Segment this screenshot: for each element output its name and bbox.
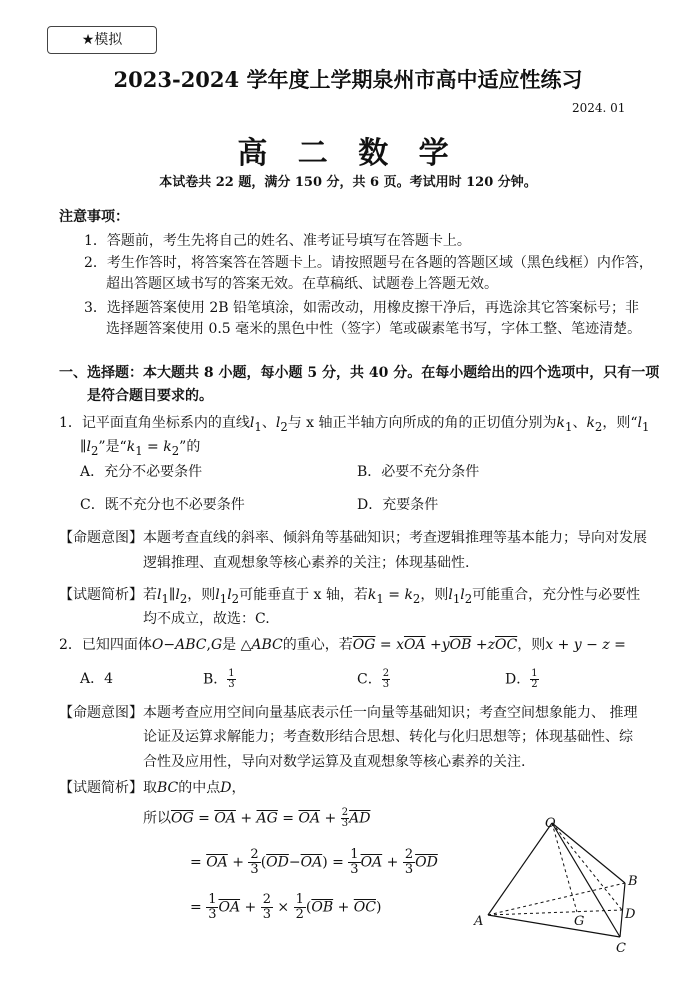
derivation-step-2: = $\overline{OA}$ + $\frac{2}{3}$ $(\overline{OD}-\overline{OA})$ = $\frac{1}{3}$ $\overline{OA}$ + $\frac{2}{3}$ $\overline{OD}$ bbox=[190, 847, 438, 877]
q2-intent-cont2: 合性及应用性，导向对数学运算及直观想象等核心素养的关注. bbox=[143, 754, 526, 770]
label-C: C bbox=[616, 941, 626, 956]
q1-option-c: C．既不充分也不必要条件 bbox=[80, 497, 245, 513]
q1-analysis: 【试题简析】若$l_1\parallel l_2$，则$l_1l_2$可能垂直于 x 轴，若$k_1 = k_2$，则$l_1l_2$可能重合，充分性与必要性 bbox=[59, 587, 641, 606]
segment-OG bbox=[552, 823, 577, 912]
q2-option-a: A．4 bbox=[80, 671, 114, 687]
label-O: O bbox=[545, 816, 556, 831]
label-A: A bbox=[474, 914, 484, 929]
q2-intent-cont1: 论证及运算求解能力；考查数形结合思想、转化与化归思想等；体现基础性、综 bbox=[143, 729, 633, 745]
q2-stem: 2．已知四面体O−ABC,G是 △ABC的重心，若$\overline{OG} = x\overline{OA} +y\overline{OB} +z\overline{OC}$，则x + y − z = bbox=[59, 637, 626, 653]
exam-info: 本试卷共 22 题，满分 150 分，共 6 页。考试用时 120 分钟。 bbox=[159, 175, 537, 190]
notice-item-3a: 3．选择题答案使用 2B 铅笔填涂，如需改动，用橡皮擦干净后，再选涂其它答案标号；非 bbox=[84, 300, 640, 316]
q1-intent: 【命题意图】本题考查直线的斜率、倾斜角等基础知识；考查逻辑推理等基本能力；导向对发展 bbox=[59, 530, 647, 546]
analysis-tag: 【试题简析】 bbox=[59, 587, 143, 603]
notice-heading: 注意事项： bbox=[59, 209, 129, 225]
q1-option-b: B．必要不充分条件 bbox=[357, 464, 480, 480]
derivation-step-1: 所以$\overline{OG} = \overline{OA} + \overline{AG} = \overline{OA}$ + $\frac{2}{3}$ $\overline{AD}$ bbox=[143, 807, 371, 829]
notice-item-2b: 超出答题区域书写的答案无效。在草稿纸、试题卷上答题无效。 bbox=[106, 276, 498, 292]
label-B: B bbox=[628, 874, 638, 889]
q1-option-d: D．充要条件 bbox=[357, 497, 439, 513]
segment-OD bbox=[552, 823, 622, 910]
section-heading-line2: 是符合题目要求的。 bbox=[87, 388, 213, 404]
label-D: D bbox=[625, 907, 636, 922]
q2-intent: 【命题意图】本题考查应用空间向量基底表示任一向量等基础知识；考查空间想象能力、 推理 bbox=[59, 705, 638, 721]
q1-intent-cont: 逻辑推理、直观想象等核心素养的关注；体现基础性. bbox=[143, 555, 470, 571]
edge-OB bbox=[552, 823, 625, 883]
exam-date: 2024. 01 bbox=[572, 101, 626, 115]
tetrahedron-figure bbox=[470, 815, 650, 965]
intent-tag: 【命题意图】 bbox=[59, 530, 143, 546]
section-heading-line1: 一、选择题：本大题共 8 小题，每小题 5 分，共 40 分。在每小题给出的四个选项中，只有一项 bbox=[59, 365, 660, 381]
q1-stem-cont: $\parallel l_2$”是“$k_1 = k_2$”的 bbox=[80, 439, 201, 458]
intent-tag: 【命题意图】 bbox=[59, 705, 143, 721]
label-G: G bbox=[574, 914, 585, 929]
simulation-badge: ★模拟 bbox=[47, 26, 157, 54]
notice-item-2a: 2．考生作答时，将答案答在答题卡上。请按照题号在各题的答题区域（黑色线框）内作答， bbox=[84, 255, 653, 271]
analysis-tag: 【试题简析】 bbox=[59, 780, 143, 796]
q2-option-d: D． $\frac{1}{2}$ bbox=[505, 668, 538, 690]
derivation-step-3: = $\frac{1}{3}$ $\overline{OA}$ + $\frac{2}{3}$ × $\frac{1}{2}$ $(\overline{OB} + \overline{OC})$ bbox=[190, 892, 382, 922]
edge-OC bbox=[552, 823, 620, 937]
q1-option-a: A．充分不必要条件 bbox=[80, 464, 203, 480]
q2-option-b: B． $\frac{1}{3}$ bbox=[203, 668, 235, 690]
edge-OA bbox=[488, 823, 552, 915]
exam-title: 2023-2024 学年度上学期泉州市高中适应性练习 bbox=[113, 67, 583, 92]
subject-title: 高 二 数 学 bbox=[237, 136, 459, 171]
q2-analysis: 【试题简析】取BC的中点D， bbox=[59, 780, 246, 796]
edge-AC bbox=[488, 915, 620, 937]
notice-item-3b: 选择题答案使用 0.5 毫米的黑色中性（签字）笔或碳素笔书写，字体工整、笔迹清楚。 bbox=[106, 321, 642, 337]
q1-analysis-cont: 均不成立，故选：C. bbox=[143, 611, 270, 627]
notice-item-1: 1．答题前，考生先将自己的姓名、准考证号填写在答题卡上。 bbox=[84, 233, 471, 249]
q2-option-c: C． $\frac{2}{3}$ bbox=[357, 668, 390, 690]
q1-stem: 1．记平面直角坐标系内的直线$l_1$、$l_2$与 x 轴正半轴方向所成的角的正切值分别为$k_1$、$k_2$，则“$l_1$ bbox=[59, 415, 650, 434]
